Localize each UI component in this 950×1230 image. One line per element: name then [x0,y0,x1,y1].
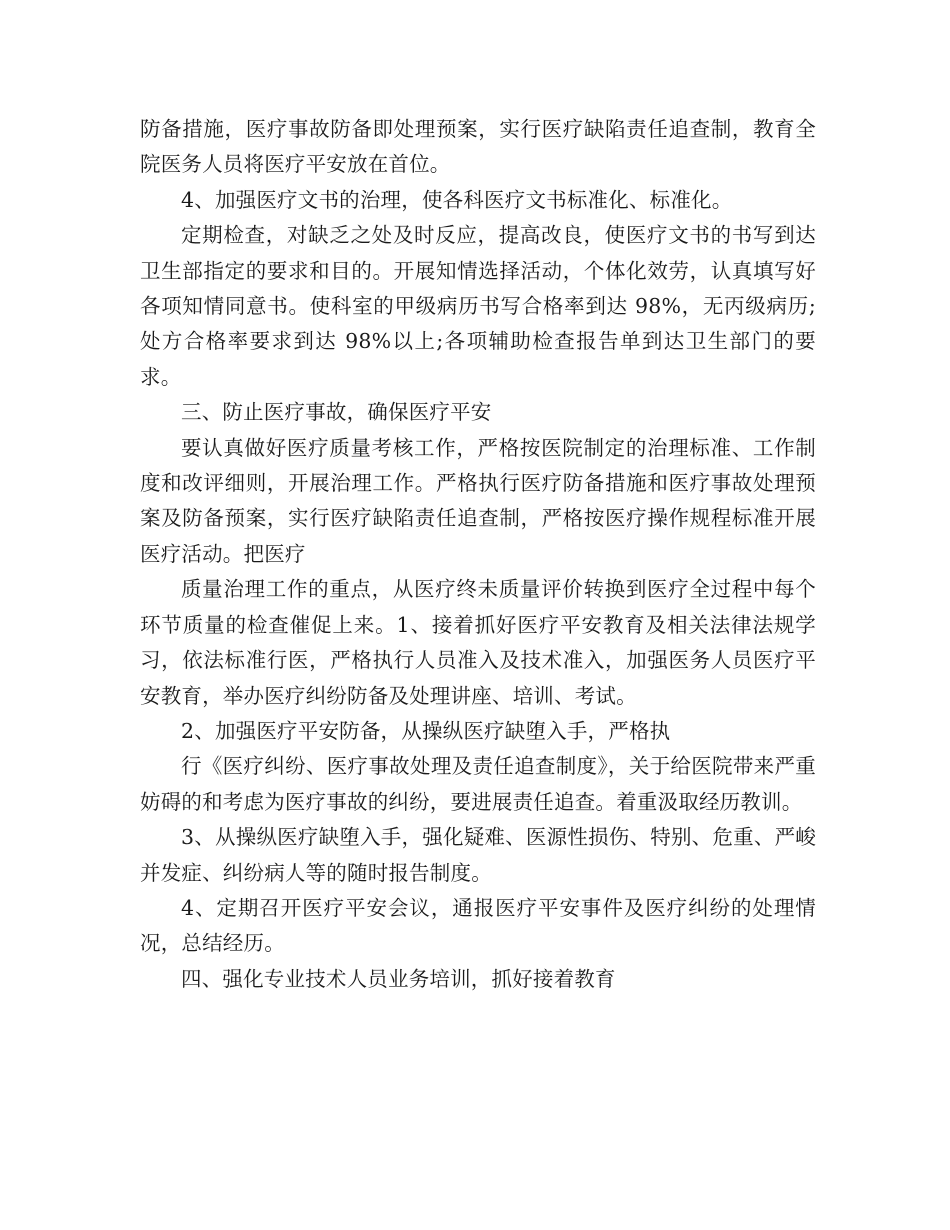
paragraph-6: 质量治理工作的重点，从医疗终未质量评价转换到医疗全过程中每个环节质量的检查催促上来。1、接着抓好医疗平安教育及相关法律法规学习，依法标准行医，严格执行人员准入及技术准入，加强医务人员医疗平安教育，举办医疗纠纷防备及处理讲座、培训、考试。 [140,577,816,708]
paragraph-9: 3、从操纵医疗缺堕入手，强化疑难、医源性损伤、特别、危重、严峻并发症、纠纷病人等的随时报告制度。 [140,825,816,885]
paragraph-5: 要认真做好医疗质量考核工作，严格按医院制定的治理标准、工作制度和改评细则，开展治理工作。严格执行医疗防备措施和医疗事故处理预案及防备预案，实行医疗缺陷责任追查制，严格按医疗操作规程标准开展医疗活动。把医疗 [140,435,816,566]
paragraph-2: 4、加强医疗文书的治理，使各科医疗文书标准化、标准化。 [181,187,733,212]
paragraph-3: 定期检查，对缺乏之处及时反应，提高改良，使医疗文书的书写到达卫生部指定的要求和目的。开展知情选择活动，个体化效劳，认真填写好各项知情同意书。使科室的甲级病历书写合格率到达 98%，无丙级病历;处方合格率要求到达 98%以上;各项辅助检查报告单到达卫生部门的要求。 [140,223,816,389]
paragraph-7: 2、加强医疗平安防备，从操纵医疗缺堕入手，严格执 [181,718,671,743]
paragraph-8: 行《医疗纠纷、医疗事故处理及责任追查制度》，关于给医院带来严重妨碍的和考虑为医疗事故的纠纷，要进展责任追查。着重汲取经历教训。 [140,754,816,814]
section-heading-4: 四、强化专业技术人员业务培训，抓好接着教育 [181,966,616,991]
document-body [140,112,816,997]
section-heading-3: 三、防止医疗事故，确保医疗平安 [181,400,492,425]
paragraph-10: 4、定期召开医疗平安会议，通报医疗平安事件及医疗纠纷的处理情况，总结经历。 [140,895,816,956]
paragraph-1: 防备措施，医疗事故防备即处理预案，实行医疗缺陷责任追查制，教育全院医务人员将医疗平安放在首位。 [140,117,816,177]
